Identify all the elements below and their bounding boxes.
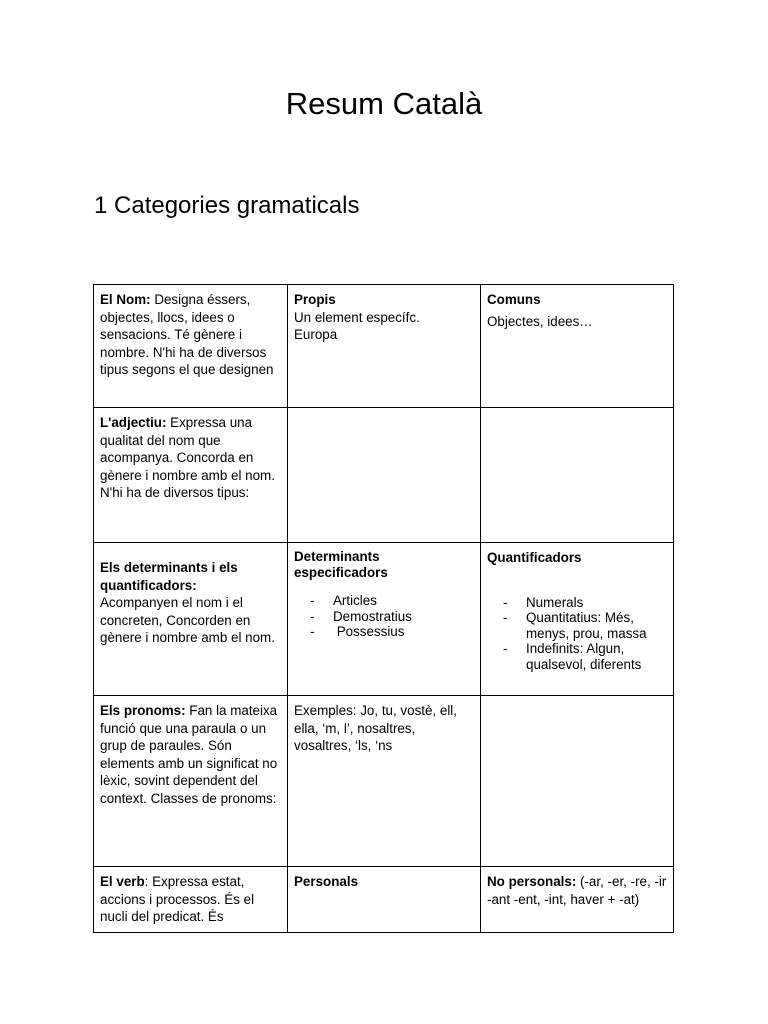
table-cell-comuns <box>481 285 674 408</box>
table-cell-empty <box>481 408 674 543</box>
category-term: El Nom: <box>100 292 151 307</box>
subcategory-heading: Quantificadors <box>487 550 582 565</box>
category-description: Designa éssers, objectes, llocs, idees o sensacions. Té gènere i nombre. N'hi ha de diversos tipus segons el que designen <box>100 292 274 377</box>
cell-text: (-ar, -er, -re, -ir -ant -ent, -int, haver + -at) <box>487 874 667 907</box>
subcategory-heading: Propis <box>294 292 336 307</box>
table-cell-personals <box>288 867 481 933</box>
cell-text-line: Europa <box>294 327 338 342</box>
subcategory-heading: No personals: <box>487 874 577 889</box>
table-cell-empty <box>288 408 481 543</box>
category-term: Els pronoms: <box>100 703 186 718</box>
category-term: El verb <box>100 874 145 889</box>
section-heading: 1 Categories gramaticals <box>94 192 360 219</box>
subcategory-heading: Personals <box>294 874 359 889</box>
grammar-categories-table <box>93 284 674 933</box>
subcategory-heading: Determinants especificadors <box>294 549 388 580</box>
table-row-nom <box>94 285 674 408</box>
list-item: - Numerals <box>487 595 667 611</box>
list-item: - Indefinits: Algun, qualsevol, diferents <box>487 641 667 672</box>
category-description: Acompanyen el nom i el concreten, Concorden en gènere i nombre amb el nom. <box>100 595 275 645</box>
cell-text-line: Objectes, idees… <box>487 313 593 329</box>
table-cell-pronoms-definition <box>94 696 288 867</box>
determinants-list <box>294 593 474 640</box>
table-cell-adjectiu-definition <box>94 408 288 543</box>
quantificadors-list <box>487 595 667 673</box>
table-cell-determinants-especificadors <box>288 543 481 696</box>
table-row-adjectiu <box>94 408 674 543</box>
table-cell-empty <box>481 696 674 867</box>
list-item: - Possessius <box>294 624 474 640</box>
category-description: Fan la mateixa funció que una paraula o un grup de paraules. Són elements amb un significat no lèxic, sovint dependent del context. Classes de pronoms: <box>100 703 278 806</box>
category-term: Els determinants i els quantificadors: <box>100 560 238 593</box>
cell-text: Exemples: Jo, tu, vostè, ell, ella, ‘m, l’, nosaltres, vosaltres, ‘ls, ‘ns <box>294 703 457 753</box>
list-item: - Demostratius <box>294 609 474 625</box>
table-cell-propis <box>288 285 481 408</box>
table-cell-verb-definition <box>94 867 288 933</box>
table-row-pronoms <box>94 696 674 867</box>
list-item: - Articles <box>294 593 474 609</box>
list-item: - Quantitatius: Més, menys, prou, massa <box>487 610 667 641</box>
table-row-verb <box>94 867 674 933</box>
table-row-determinants <box>94 543 674 696</box>
table-cell-no-personals <box>481 867 674 933</box>
category-description: Expressa una qualitat del nom que acompanya. Concorda en gènere i nombre amb el nom. N'hi ha de diversos tipus: <box>100 415 275 500</box>
table-cell-quantificadors <box>481 543 674 696</box>
document-title: Resum Català <box>285 86 483 121</box>
table-cell-pronoms-examples <box>288 696 481 867</box>
cell-text-line: Un element específc. <box>294 309 420 325</box>
subcategory-heading: Comuns <box>487 292 541 307</box>
table-cell-nom-definition <box>94 285 288 408</box>
table-cell-determinants-definition <box>94 543 288 696</box>
category-description: : Expressa estat, accions i processos. És el nucli del predicat. És <box>100 874 255 924</box>
category-term: L'adjectiu: <box>100 415 167 430</box>
